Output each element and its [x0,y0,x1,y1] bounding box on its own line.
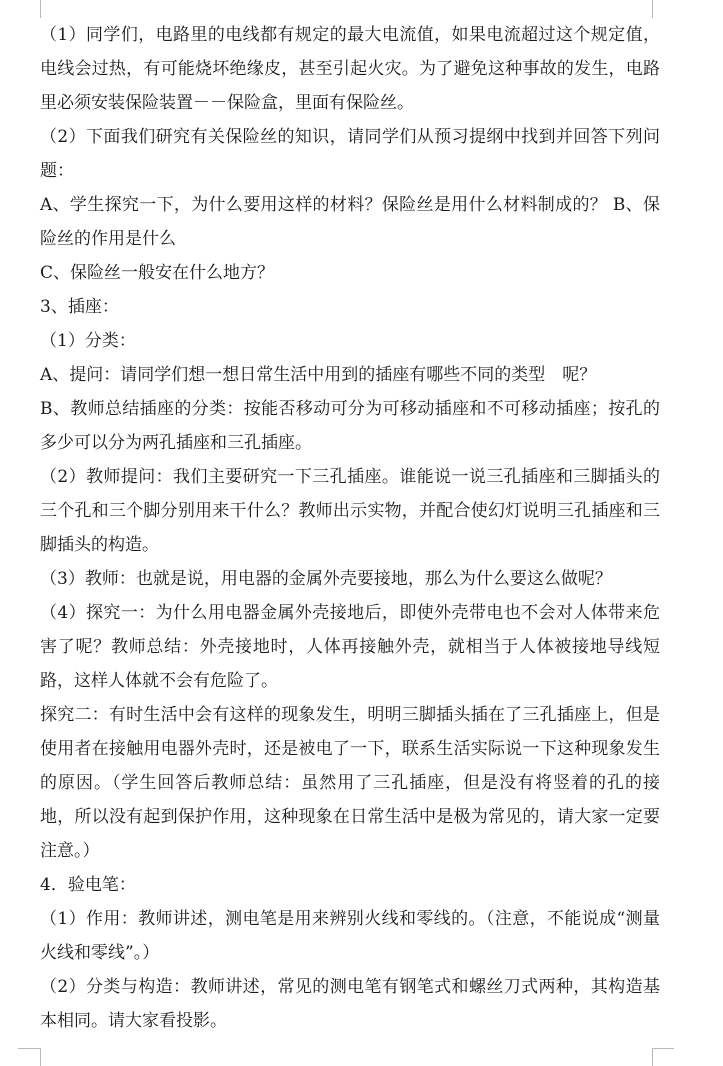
crop-mark-top-right-vertical [652,0,653,18]
paragraph-explore-one: （4）探究一：为什么用电器金属外壳接地后，即使外壳带电也不会对人体带来危害了呢？教师总结：外壳接地时，人体再接触外壳，就相当于人体被接地导线短路，这样人体就不会有危险了。 [40,603,660,691]
heading-socket: 3、插座： [40,297,119,317]
crop-mark-bottom-right-horizontal [652,1048,674,1049]
crop-mark-bottom-left-vertical [40,1048,41,1066]
crop-mark-top-left-vertical [40,0,41,18]
paragraph-fuse-intro: （1）同学们，电路里的电线都有规定的最大电流值，如果电流超过这个规定值，电线会过热，有可能烧坏绝缘皮，甚至引起火灾。为了避免这种事故的发生，电路里必须安装保险装置－－保险盒，里面有保险丝。 [40,25,660,113]
paragraph-fuse-location: C、保险丝一般安在什么地方？ [40,263,275,283]
paragraph-fuse-questions: （2）下面我们研究有关保险丝的知识，请同学们从预习提纲中找到并回答下列问题： [40,127,660,181]
crop-mark-bottom-right-vertical [652,1048,653,1066]
paragraph-fuse-material: A、学生探究一下，为什么要用这样的材料？保险丝是用什么材料制成的？ B、保险丝的作用是什么 [40,195,660,249]
paragraph-socket-summary: B、教师总结插座的分类：按能否移动可分为可移动插座和不可移动插座；按孔的多少可以分为两孔插座和三孔插座。 [40,399,660,453]
paragraph-three-hole-socket: （2）教师提问：我们主要研究一下三孔插座。谁能说一说三孔插座和三脚插头的三个孔和三个脚分别用来干什么？教师出示实物，并配合使幻灯说明三孔插座和三脚插头的构造。 [40,467,660,555]
paragraph-grounding: （3）教师：也就是说，用电器的金属外壳要接地，那么为什么要这么做呢？ [40,569,612,589]
heading-classification: （1）分类： [40,331,136,351]
document-body [40,18,660,1038]
paragraph-explore-two: 探究二：有时生活中会有这样的现象发生，明明三脚插头插在了三孔插座上，但是使用者在接触用电器外壳时，还是被电了一下，联系生活实际说一下这种现象发生的原因。（学生回答后教师总结：虽然用了三孔插座，但是没有将竖着的孔的接地，所以没有起到保护作用，这种现象在日常生活中是极为常见的，请大家一定要注意。） [40,705,660,861]
paragraph-socket-question: A、提问：请同学们想一想日常生活中用到的插座有哪些不同的类型 呢？ [40,365,597,385]
paragraph-test-pen-function: （1）作用：教师讲述，测电笔是用来辨别火线和零线的。（注意，不能说成“测量火线和零线”。） [40,909,660,963]
crop-mark-bottom-left-horizontal [18,1048,40,1049]
paragraph-test-pen-types: （2）分类与构造：教师讲述，常见的测电笔有钢笔式和螺丝刀式两种，其构造基本相同。请大家看投影。 [40,977,660,1031]
heading-test-pen: 4．验电笔： [40,875,136,895]
